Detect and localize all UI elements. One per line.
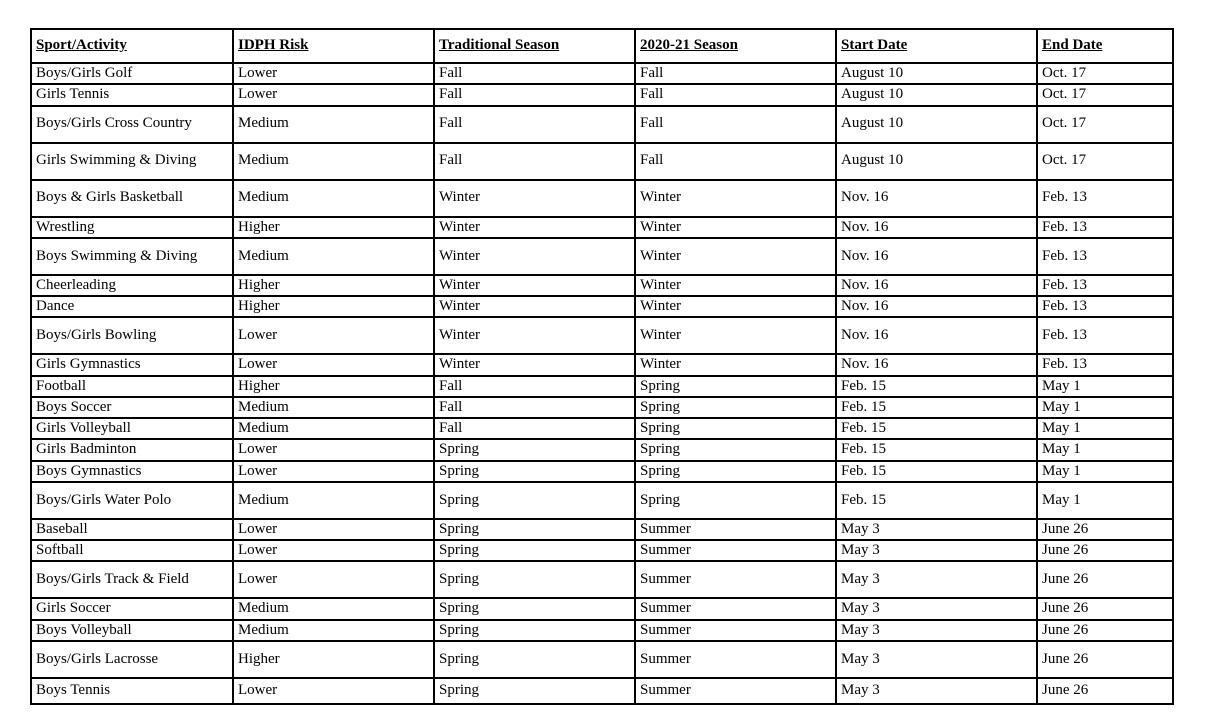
header-row [31, 29, 1173, 63]
cell-start: Feb. 15 [836, 397, 1037, 418]
cell-end: May 1 [1037, 439, 1173, 460]
cell-sport: Cheerleading [31, 275, 233, 296]
table-row [31, 63, 1173, 84]
table-row [31, 317, 1173, 354]
cell-season2021: Spring [635, 418, 836, 439]
cell-season2021: Winter [635, 317, 836, 354]
column-header-label: Traditional Season [439, 37, 560, 54]
cell-season2021: Summer [635, 678, 836, 704]
cell-risk: Lower [233, 84, 434, 105]
cell-end: Feb. 13 [1037, 180, 1173, 217]
cell-end: June 26 [1037, 641, 1173, 678]
cell-start: May 3 [836, 540, 1037, 561]
cell-season2021: Winter [635, 296, 836, 317]
table-body [31, 63, 1173, 704]
cell-traditional: Spring [434, 598, 635, 619]
cell-end: Oct. 17 [1037, 84, 1173, 105]
cell-end: Feb. 13 [1037, 317, 1173, 354]
cell-season2021: Fall [635, 63, 836, 84]
cell-start: Nov. 16 [836, 296, 1037, 317]
table-row [31, 397, 1173, 418]
cell-traditional: Winter [434, 275, 635, 296]
cell-risk: Medium [233, 620, 434, 641]
column-header-label: 2020-21 Season [640, 37, 738, 54]
cell-sport: Boys & Girls Basketball [31, 180, 233, 217]
cell-end: June 26 [1037, 540, 1173, 561]
cell-sport: Boys Tennis [31, 678, 233, 704]
cell-season2021: Summer [635, 561, 836, 598]
cell-traditional: Winter [434, 354, 635, 375]
table-row [31, 540, 1173, 561]
cell-risk: Higher [233, 296, 434, 317]
cell-sport: Boys/Girls Water Polo [31, 482, 233, 519]
table-row [31, 296, 1173, 317]
cell-start: May 3 [836, 641, 1037, 678]
cell-risk: Higher [233, 275, 434, 296]
cell-traditional: Fall [434, 397, 635, 418]
cell-risk: Medium [233, 106, 434, 143]
cell-sport: Baseball [31, 519, 233, 540]
cell-risk: Lower [233, 63, 434, 84]
table-row [31, 482, 1173, 519]
cell-sport: Girls Volleyball [31, 418, 233, 439]
cell-start: August 10 [836, 143, 1037, 180]
cell-season2021: Spring [635, 397, 836, 418]
cell-risk: Medium [233, 482, 434, 519]
table-row [31, 561, 1173, 598]
table-row [31, 143, 1173, 180]
cell-start: May 3 [836, 598, 1037, 619]
table-row [31, 598, 1173, 619]
cell-season2021: Spring [635, 461, 836, 482]
cell-sport: Girls Swimming & Diving [31, 143, 233, 180]
cell-sport: Boys Volleyball [31, 620, 233, 641]
cell-traditional: Winter [434, 296, 635, 317]
cell-risk: Higher [233, 641, 434, 678]
cell-risk: Lower [233, 519, 434, 540]
cell-traditional: Winter [434, 217, 635, 238]
cell-end: May 1 [1037, 461, 1173, 482]
column-header-start [836, 29, 1037, 63]
cell-traditional: Spring [434, 482, 635, 519]
cell-start: August 10 [836, 63, 1037, 84]
cell-traditional: Spring [434, 540, 635, 561]
cell-end: Oct. 17 [1037, 63, 1173, 84]
cell-season2021: Spring [635, 376, 836, 397]
cell-end: June 26 [1037, 598, 1173, 619]
cell-end: June 26 [1037, 561, 1173, 598]
cell-end: Feb. 13 [1037, 296, 1173, 317]
cell-traditional: Winter [434, 238, 635, 275]
cell-sport: Boys Gymnastics [31, 461, 233, 482]
table-row [31, 217, 1173, 238]
table-row [31, 354, 1173, 375]
cell-start: Feb. 15 [836, 439, 1037, 460]
cell-start: Nov. 16 [836, 275, 1037, 296]
cell-risk: Higher [233, 376, 434, 397]
cell-traditional: Fall [434, 84, 635, 105]
cell-start: Nov. 16 [836, 217, 1037, 238]
column-header-risk [233, 29, 434, 63]
cell-risk: Lower [233, 561, 434, 598]
cell-start: August 10 [836, 106, 1037, 143]
table-row [31, 519, 1173, 540]
column-header-season2021 [635, 29, 836, 63]
cell-risk: Lower [233, 317, 434, 354]
cell-start: Nov. 16 [836, 238, 1037, 275]
cell-sport: Wrestling [31, 217, 233, 238]
cell-sport: Boys/Girls Track & Field [31, 561, 233, 598]
table-row [31, 620, 1173, 641]
table-row [31, 180, 1173, 217]
cell-sport: Softball [31, 540, 233, 561]
cell-end: June 26 [1037, 620, 1173, 641]
table-row [31, 678, 1173, 704]
cell-traditional: Fall [434, 418, 635, 439]
cell-risk: Lower [233, 540, 434, 561]
cell-season2021: Winter [635, 354, 836, 375]
column-header-label: Sport/Activity [36, 37, 127, 54]
cell-season2021: Winter [635, 275, 836, 296]
cell-sport: Dance [31, 296, 233, 317]
table-row [31, 418, 1173, 439]
cell-sport: Girls Gymnastics [31, 354, 233, 375]
table-row [31, 461, 1173, 482]
cell-sport: Girls Badminton [31, 439, 233, 460]
table-row [31, 439, 1173, 460]
cell-end: Feb. 13 [1037, 238, 1173, 275]
cell-risk: Medium [233, 143, 434, 180]
cell-start: Feb. 15 [836, 461, 1037, 482]
cell-sport: Boys Swimming & Diving [31, 238, 233, 275]
table-row [31, 106, 1173, 143]
cell-sport: Boys Soccer [31, 397, 233, 418]
cell-sport: Boys/Girls Lacrosse [31, 641, 233, 678]
cell-start: May 3 [836, 561, 1037, 598]
cell-start: Feb. 15 [836, 376, 1037, 397]
cell-traditional: Spring [434, 461, 635, 482]
cell-start: Feb. 15 [836, 418, 1037, 439]
cell-end: May 1 [1037, 376, 1173, 397]
cell-season2021: Spring [635, 439, 836, 460]
cell-season2021: Winter [635, 180, 836, 217]
column-header-traditional [434, 29, 635, 63]
cell-sport: Girls Soccer [31, 598, 233, 619]
cell-risk: Medium [233, 418, 434, 439]
cell-traditional: Spring [434, 678, 635, 704]
cell-end: May 1 [1037, 397, 1173, 418]
cell-traditional: Spring [434, 620, 635, 641]
cell-end: June 26 [1037, 678, 1173, 704]
cell-sport: Boys/Girls Bowling [31, 317, 233, 354]
cell-end: Feb. 13 [1037, 217, 1173, 238]
cell-end: Feb. 13 [1037, 275, 1173, 296]
cell-risk: Lower [233, 461, 434, 482]
cell-season2021: Winter [635, 238, 836, 275]
cell-risk: Medium [233, 598, 434, 619]
cell-season2021: Summer [635, 519, 836, 540]
cell-start: Nov. 16 [836, 354, 1037, 375]
cell-end: Oct. 17 [1037, 106, 1173, 143]
cell-season2021: Winter [635, 217, 836, 238]
table-row [31, 238, 1173, 275]
cell-risk: Medium [233, 238, 434, 275]
cell-season2021: Fall [635, 84, 836, 105]
cell-traditional: Spring [434, 641, 635, 678]
cell-season2021: Summer [635, 620, 836, 641]
table-row [31, 641, 1173, 678]
cell-traditional: Fall [434, 376, 635, 397]
cell-season2021: Spring [635, 482, 836, 519]
cell-risk: Medium [233, 397, 434, 418]
column-header-label: Start Date [841, 37, 908, 54]
cell-season2021: Summer [635, 598, 836, 619]
cell-start: Feb. 15 [836, 482, 1037, 519]
cell-risk: Lower [233, 439, 434, 460]
table-row [31, 275, 1173, 296]
cell-sport: Football [31, 376, 233, 397]
sports-season-table [30, 28, 1174, 705]
cell-season2021: Fall [635, 106, 836, 143]
cell-season2021: Summer [635, 540, 836, 561]
cell-sport: Boys/Girls Golf [31, 63, 233, 84]
cell-risk: Lower [233, 678, 434, 704]
cell-traditional: Spring [434, 439, 635, 460]
cell-traditional: Winter [434, 180, 635, 217]
cell-start: Nov. 16 [836, 317, 1037, 354]
cell-risk: Medium [233, 180, 434, 217]
cell-start: May 3 [836, 620, 1037, 641]
cell-end: May 1 [1037, 482, 1173, 519]
cell-season2021: Fall [635, 143, 836, 180]
cell-start: May 3 [836, 519, 1037, 540]
cell-end: Feb. 13 [1037, 354, 1173, 375]
column-header-sport [31, 29, 233, 63]
cell-start: August 10 [836, 84, 1037, 105]
cell-end: June 26 [1037, 519, 1173, 540]
cell-risk: Lower [233, 354, 434, 375]
cell-traditional: Winter [434, 317, 635, 354]
column-header-label: IDPH Risk [238, 37, 309, 54]
table-row [31, 376, 1173, 397]
cell-season2021: Summer [635, 641, 836, 678]
cell-sport: Girls Tennis [31, 84, 233, 105]
cell-risk: Higher [233, 217, 434, 238]
cell-traditional: Fall [434, 63, 635, 84]
cell-traditional: Fall [434, 106, 635, 143]
cell-sport: Boys/Girls Cross Country [31, 106, 233, 143]
cell-end: Oct. 17 [1037, 143, 1173, 180]
column-header-label: End Date [1042, 37, 1103, 54]
cell-end: May 1 [1037, 418, 1173, 439]
column-header-end [1037, 29, 1173, 63]
cell-traditional: Spring [434, 519, 635, 540]
cell-start: May 3 [836, 678, 1037, 704]
cell-traditional: Spring [434, 561, 635, 598]
cell-start: Nov. 16 [836, 180, 1037, 217]
cell-traditional: Fall [434, 143, 635, 180]
table-row [31, 84, 1173, 105]
